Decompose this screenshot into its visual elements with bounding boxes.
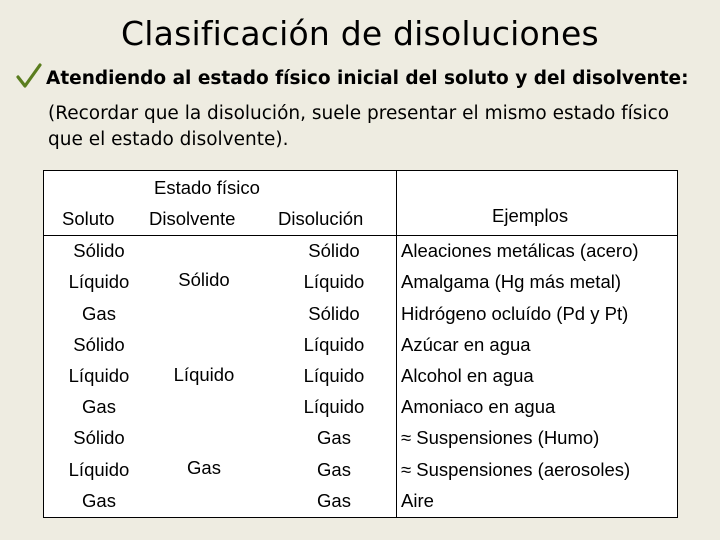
header-divider <box>44 235 677 236</box>
header-disolucion: Disolución <box>278 208 364 229</box>
row-ejemplo: ≈ Suspensiones (aerosoles) <box>401 459 631 480</box>
row-soluto: Líquido <box>68 271 130 292</box>
bullet-text: Atendiendo al estado físico inicial del soluto y del disolvente: <box>46 68 689 89</box>
row-disolucion: Gas <box>317 459 351 480</box>
row-disolucion: Gas <box>317 427 351 448</box>
row-ejemplo: Azúcar en agua <box>401 334 531 355</box>
solvent-group-solid: Sólido <box>178 269 230 290</box>
row-disolucion: Sólido <box>308 303 360 324</box>
row-soluto: Sólido <box>73 334 125 355</box>
row-disolucion: Líquido <box>303 365 365 386</box>
row-soluto: Gas <box>82 490 116 511</box>
column-divider <box>396 171 397 517</box>
note-text: (Recordar que la disolución, suele presentar el mismo estado físico que el estado disolvente). <box>48 103 670 150</box>
row-ejemplo: ≈ Suspensiones (Humo) <box>401 427 600 448</box>
row-ejemplo: Hidrógeno ocluído (Pd y Pt) <box>401 303 629 324</box>
row-soluto: Líquido <box>68 365 130 386</box>
row-disolucion: Gas <box>317 490 351 511</box>
row-soluto: Sólido <box>73 240 125 261</box>
row-soluto: Líquido <box>68 459 130 480</box>
row-disolucion: Líquido <box>303 396 365 417</box>
bullet-point <box>16 62 710 90</box>
row-disolucion: Líquido <box>303 334 365 355</box>
row-soluto: Gas <box>82 303 116 324</box>
checkmark-icon <box>16 62 42 90</box>
row-disolucion: Líquido <box>303 271 365 292</box>
row-soluto: Sólido <box>73 427 125 448</box>
header-ejemplos: Ejemplos <box>492 205 569 226</box>
row-ejemplo: Amoniaco en agua <box>401 396 556 417</box>
slide-title: Clasificación de disoluciones <box>121 14 599 53</box>
row-ejemplo: Amalgama (Hg más metal) <box>401 271 622 292</box>
group-header: Estado físico <box>154 177 260 198</box>
solvent-group-liquid: Líquido <box>173 364 235 385</box>
row-ejemplo: Aleaciones metálicas (acero) <box>401 240 639 261</box>
header-soluto: Soluto <box>62 208 115 229</box>
row-soluto: Gas <box>82 396 116 417</box>
header-disolvente: Disolvente <box>149 208 236 229</box>
solvent-group-gas: Gas <box>187 457 221 478</box>
classification-table <box>43 170 678 518</box>
row-disolucion: Sólido <box>308 240 360 261</box>
row-ejemplo: Alcohol en agua <box>401 365 534 386</box>
row-ejemplo: Aire <box>401 490 434 511</box>
